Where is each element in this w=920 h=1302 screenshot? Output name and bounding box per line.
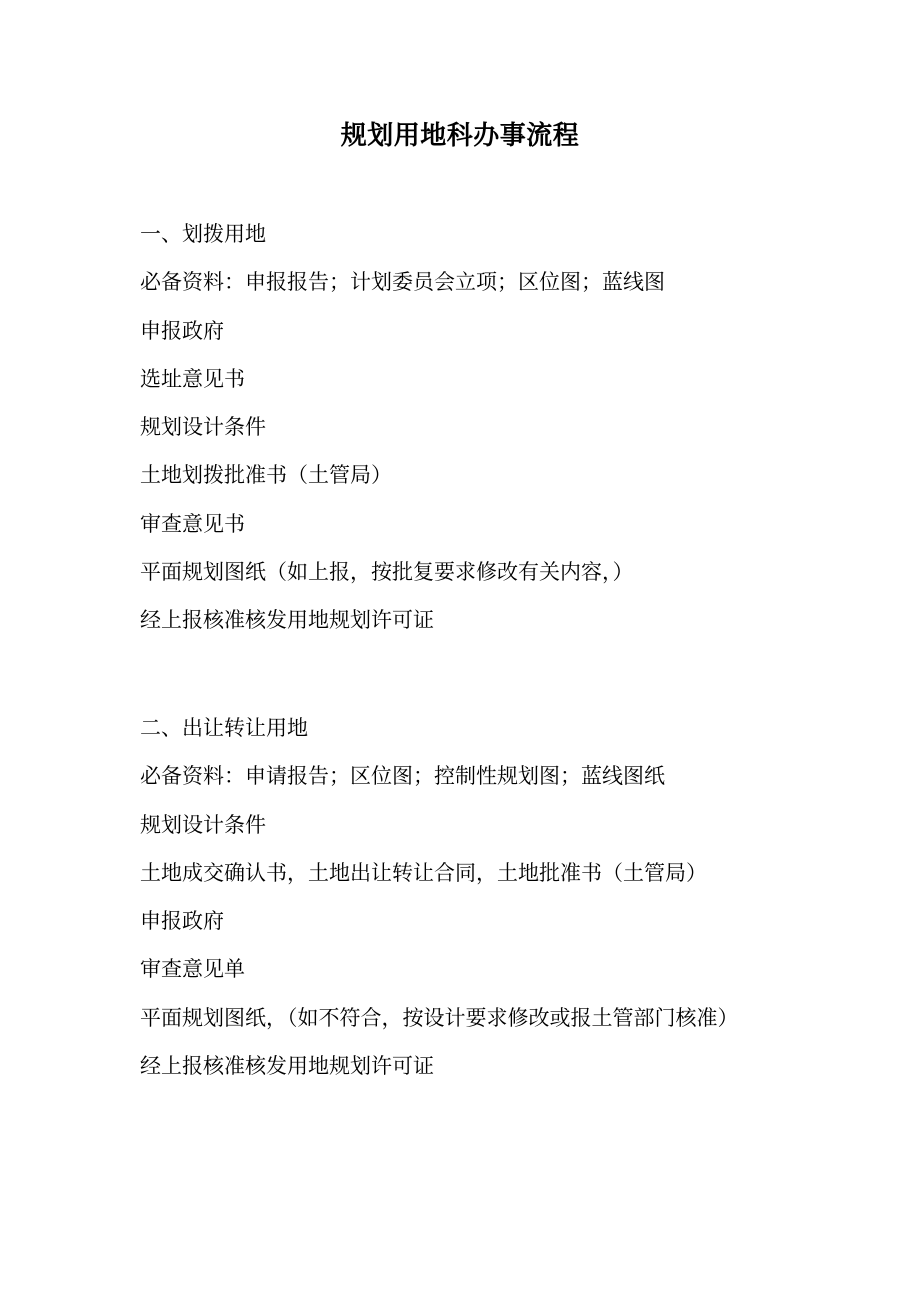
section-heading: 二、出让转让用地 (140, 716, 308, 740)
process-step: 选址意见书 (140, 366, 245, 391)
process-step: 审查意见书 (140, 511, 245, 536)
process-step: 平面规划图纸，（如不符合，按设计要求修改或报土管部门核准） (140, 1005, 739, 1030)
process-step: 土地划拨批准书（土管局） (140, 463, 392, 488)
section-allocated-land (140, 210, 880, 645)
process-step: 规划设计条件 (140, 812, 266, 837)
process-step: 经上报核准核发用地规划许可证 (140, 608, 434, 633)
document-title: 规划用地科办事流程 (340, 121, 580, 151)
section-transferred-land (140, 704, 880, 1090)
process-step: 申报政府 (140, 318, 224, 343)
process-step: 经上报核准核发用地规划许可证 (140, 1054, 434, 1079)
required-materials-line: 必备资料：申请报告；区位图；控制性规划图；蓝线图纸 (140, 764, 665, 789)
process-step: 平面规划图纸（如上报，按批复要求修改有关内容，） (140, 560, 634, 585)
process-step: 审查意见单 (140, 957, 245, 982)
process-step: 土地成交确认书，土地出让转让合同，土地批准书（土管局） (140, 860, 707, 885)
section-heading: 一、划拨用地 (140, 222, 266, 246)
process-step: 申报政府 (140, 909, 224, 934)
required-materials-line: 必备资料：申报报告；计划委员会立项；区位图；蓝线图 (140, 270, 665, 295)
process-step: 规划设计条件 (140, 415, 266, 440)
